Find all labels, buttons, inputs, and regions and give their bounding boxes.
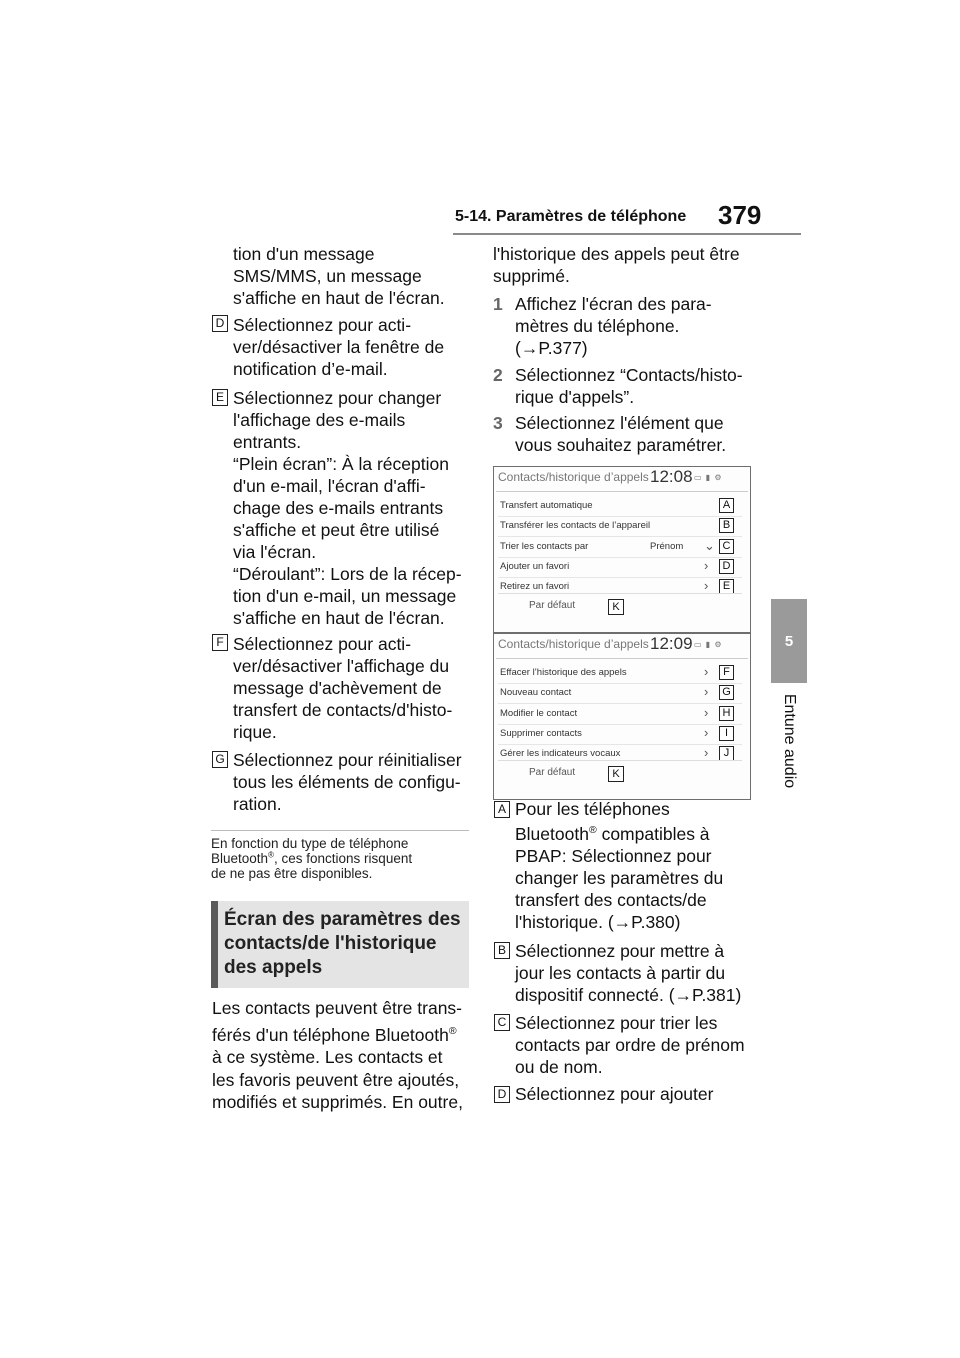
row-label: Retirez un favori	[500, 581, 570, 592]
right-intro	[493, 243, 755, 287]
screen-clock: 12:08	[650, 467, 693, 486]
chevron-right-icon: ›	[704, 745, 709, 760]
row-label: Ajouter un favori	[500, 561, 570, 572]
text-line: PBAP: Sélectionnez pour	[515, 846, 712, 866]
callout-label-i: I	[719, 726, 734, 741]
chapter-tab: 5	[771, 599, 807, 683]
text-line: les favoris peuvent être ajoutés,	[212, 1069, 460, 1090]
menu-row-delete-contacts[interactable]	[498, 724, 742, 745]
text-line: l'historique des appels peut être	[493, 244, 740, 264]
text-line: transfert des contacts/de	[515, 890, 707, 910]
screen-divider	[496, 658, 748, 659]
text-line: l'affichage des e-mails	[233, 410, 406, 430]
default-button[interactable]: Par défaut	[529, 767, 576, 778]
callout-label-f: F	[212, 634, 228, 651]
text-line: rique d'appels”.	[515, 387, 635, 407]
callout-label-d: D	[719, 559, 734, 574]
step-2-text	[515, 364, 760, 408]
chevron-right-icon: ›	[704, 725, 709, 740]
text-line: “Déroulant”: Lors de la récep-	[233, 564, 462, 584]
item-e-text	[233, 387, 473, 629]
text-line: tous les éléments de configu-	[233, 772, 461, 792]
text-line: rique.	[233, 722, 277, 742]
row-label: Gérer les indicateurs vocaux	[500, 748, 621, 759]
text-line: dispositif connecté. (→P.381)	[515, 985, 742, 1005]
text-line: ver/désactiver l'affichage du	[233, 656, 450, 676]
menu-row-remove-favorite[interactable]	[498, 577, 742, 597]
row-label: Trier les contacts par	[500, 541, 589, 552]
text-line: jour les contacts à partir du	[515, 963, 726, 983]
text-line: Sélectionnez pour trier les	[515, 1013, 718, 1033]
text-line: contacts par ordre de prénom	[515, 1035, 745, 1055]
text-line: à ce système. Les contacts et	[212, 1047, 443, 1067]
note-text	[211, 836, 469, 881]
text-line: message d'achèvement de	[233, 678, 442, 698]
callout-label-a: A	[494, 801, 510, 818]
text-line: tion d'un message	[233, 244, 375, 264]
item-b-text	[515, 940, 760, 1006]
callout-label-e: E	[719, 579, 734, 594]
callout-label-b: B	[719, 518, 734, 533]
text-line: Sélectionnez “Contacts/histo-	[515, 365, 743, 385]
left-intro	[233, 243, 473, 309]
text-line: s'affiche et peut être utilisé	[233, 520, 440, 540]
status-icons: ▭ ▮ ⚙	[694, 640, 723, 649]
menu-row-auto-transfer[interactable]	[498, 496, 742, 517]
text-line: s'affiche en haut de l'écran.	[233, 288, 445, 308]
text-line: mètres du téléphone.	[515, 316, 680, 336]
text-line: Bluetooth® compatibles à	[515, 824, 710, 844]
chapter-label	[771, 686, 807, 796]
text-line: entrants.	[233, 432, 302, 452]
chevron-right-icon: ›	[704, 578, 709, 593]
menu-row-clear-history[interactable]	[498, 663, 742, 684]
text-line: ration.	[233, 794, 282, 814]
status-icons: ▭ ▮ ⚙	[694, 473, 723, 482]
row-value: Prénom	[650, 541, 684, 552]
menu-row-voice-tags[interactable]	[498, 744, 742, 764]
screen-contacts-2	[493, 633, 751, 800]
row-label: Supprimer contacts	[500, 728, 582, 739]
chapter-label-text: Entune audio	[781, 693, 798, 789]
text-line: Sélectionnez l'élément que	[515, 413, 724, 433]
text-line: ou de nom.	[515, 1057, 603, 1077]
text-line: Bluetooth®, ces fonctions risquent	[211, 850, 413, 866]
note-rule	[211, 830, 469, 831]
row-label: Modifier le contact	[500, 708, 578, 719]
text-line: chage des e-mails entrants	[233, 498, 444, 518]
default-button[interactable]: Par défaut	[529, 600, 576, 611]
callout-label-b: B	[494, 942, 510, 959]
menu-row-transfer-contacts[interactable]	[498, 516, 742, 537]
screen-title: Contacts/historique d’appels	[498, 470, 649, 484]
text-line: Sélectionnez pour réinitialiser	[233, 750, 462, 770]
callout-label-h: H	[719, 706, 734, 721]
callout-label-g: G	[719, 685, 734, 700]
chevron-right-icon: ›	[704, 664, 709, 679]
text-line: ver/désactiver la fenêtre de	[233, 337, 445, 357]
callout-label-k: K	[608, 599, 624, 615]
text-line: Sélectionnez pour ajouter	[515, 1084, 714, 1104]
callout-label-k: K	[608, 766, 624, 782]
text-line: s'affiche en haut de l'écran.	[233, 608, 445, 628]
text-line: En fonction du type de téléphone	[211, 836, 409, 851]
chevron-down-icon: ⌄	[704, 538, 715, 553]
section-heading: Écran des paramètres des contacts/de l'historique des appels	[224, 909, 461, 978]
screen-contacts-1	[493, 466, 751, 633]
item-c-text	[515, 1012, 760, 1078]
text-line: l'historique. (→P.380)	[515, 912, 681, 932]
row-label: Transfert automatique	[500, 500, 593, 511]
item-g-text	[233, 749, 473, 815]
step-3-text	[515, 412, 760, 456]
screen-clock: 12:09	[650, 634, 693, 653]
section-title: 5-14. Paramètres de téléphone	[455, 208, 687, 225]
item-d-text	[233, 314, 473, 380]
screen-divider	[498, 593, 742, 594]
callout-label-a: A	[719, 498, 734, 513]
text-line: d'un e-mail, l'écran d'affi-	[233, 476, 426, 496]
text-line: via l'écran.	[233, 542, 317, 562]
menu-row-edit-contact[interactable]	[498, 704, 742, 725]
callout-label-d: D	[494, 1086, 510, 1103]
row-label: Transférer les contacts de l’appareil	[500, 520, 651, 531]
chevron-right-icon: ›	[704, 705, 709, 720]
text-line: changer les paramètres du	[515, 868, 724, 888]
text-line: Affichez l'écran des para-	[515, 294, 712, 314]
chevron-right-icon: ›	[704, 684, 709, 699]
section-heading-bar	[211, 901, 218, 988]
step-1-text	[515, 293, 760, 359]
text-line: “Plein écran”: À la réception	[233, 454, 449, 474]
text-line: (→P.377)	[515, 338, 588, 358]
text-line: Sélectionnez pour acti-	[233, 634, 412, 654]
callout-label-c: C	[494, 1014, 510, 1031]
callout-label-g: G	[212, 751, 228, 768]
step-number: 2	[493, 365, 503, 385]
text-line: Sélectionnez pour acti-	[233, 315, 412, 335]
text-line: Sélectionnez pour changer	[233, 388, 442, 408]
text-line: modifiés et supprimés. En outre,	[212, 1092, 463, 1112]
text-line: de ne pas être disponibles.	[211, 866, 373, 881]
header-rule	[453, 233, 801, 235]
chevron-right-icon: ›	[704, 558, 709, 573]
page-number: 379	[718, 200, 762, 230]
row-label: Nouveau contact	[500, 687, 572, 698]
text-line: Les contacts peuvent être trans-	[212, 998, 462, 1018]
section-body	[212, 997, 474, 1114]
text-line: supprimé.	[493, 266, 570, 286]
menu-row-new-contact[interactable]	[498, 683, 742, 704]
callout-label-f: F	[719, 665, 734, 680]
text-line: férés d'un téléphone Bluetooth®	[212, 1024, 457, 1045]
text-line: vous souhaitez paramétrer.	[515, 435, 727, 455]
step-number: 1	[493, 294, 503, 314]
callout-label-e: E	[212, 389, 228, 406]
text-line: tion d'un e-mail, un message	[233, 586, 457, 606]
callout-label-j: J	[719, 746, 734, 761]
row-label: Effacer l’historique des appels	[500, 667, 627, 678]
screen-divider	[498, 760, 742, 761]
screen-title: Contacts/historique d’appels	[498, 637, 649, 651]
item-a-text	[515, 798, 760, 933]
text-line: SMS/MMS, un message	[233, 266, 422, 286]
callout-label-d: D	[212, 315, 228, 332]
menu-row-sort-contacts[interactable]	[498, 537, 742, 558]
callout-label-c: C	[719, 539, 734, 554]
text-line: Sélectionnez pour mettre à	[515, 941, 725, 961]
text-line: Pour les téléphones	[515, 799, 670, 819]
step-number: 3	[493, 413, 503, 433]
screen-divider	[496, 491, 748, 492]
menu-row-add-favorite[interactable]	[498, 557, 742, 578]
item-d-text	[515, 1083, 760, 1105]
text-line: transfert de contacts/d'histo-	[233, 700, 453, 720]
text-line: notification d’e-mail.	[233, 359, 388, 379]
item-f-text	[233, 633, 473, 743]
